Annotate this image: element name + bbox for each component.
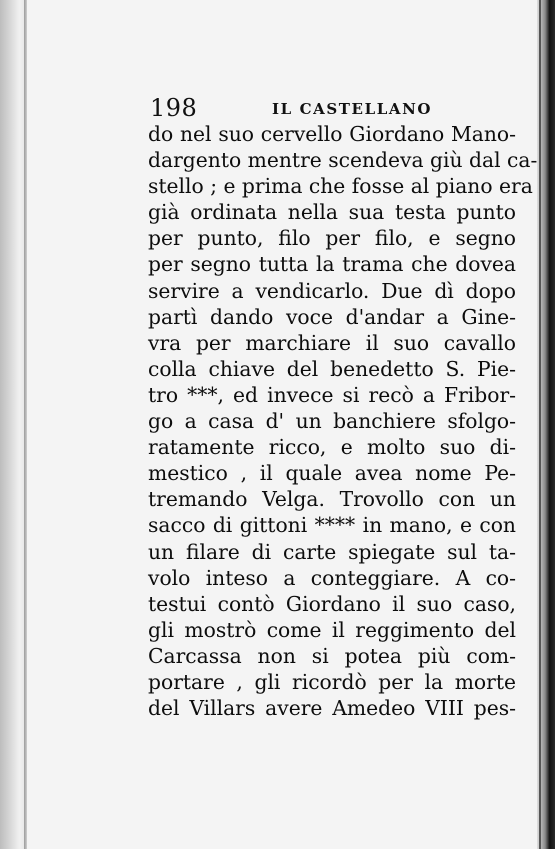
text-line: per punto, filo per filo, e segno: [148, 226, 516, 251]
text-line: gli mostrò come il reggimento del: [148, 617, 516, 642]
text-line: già ordinata nella sua testa punto: [148, 200, 516, 225]
text-line: Carcassa non si potea più com-: [148, 643, 516, 668]
running-head-title: IL CASTELLANO: [272, 100, 433, 118]
text-line: dargento mentre scendeva giù dal ca-: [148, 148, 538, 173]
text-line: tro ***, ed invece si recò a Fribor-: [148, 382, 516, 407]
fore-edge-line: [539, 0, 541, 849]
text-line: servire a vendicarlo. Due dì dopo: [148, 278, 516, 303]
text-line: volo inteso a conteggiare. A co-: [148, 565, 516, 590]
text-line: per segno tutta la trama che dovea: [148, 252, 516, 277]
text-line: un filare di carte spiegate sul ta-: [148, 539, 516, 564]
text-line: go a casa d' un banchiere sfolgo-: [148, 409, 516, 434]
text-line: tremando Velga. Trovollo con un: [148, 487, 516, 512]
text-line: sacco di gittoni **** in mano, e con: [148, 513, 516, 538]
text-line: mestico , il quale avea nome Pe-: [148, 461, 516, 486]
running-head: [150, 94, 520, 124]
text-line: portare , gli ricordò per la morte: [148, 669, 516, 694]
text-line: do nel suo cervello Giordano Mano-: [148, 122, 516, 146]
text-line: vra per marchiare il suo cavallo: [148, 330, 516, 355]
text-line: stello ; e prima che fosse al piano era: [148, 174, 533, 199]
text-line: del Villars avere Amedeo VIII pes-: [148, 696, 516, 721]
text-line: ratamente ricco, e molto suo di-: [148, 435, 516, 460]
text-line: colla chiave del benedetto S. Pie-: [148, 356, 516, 381]
page-number: 198: [150, 94, 198, 122]
text-line: testui contò Giordano il suo caso,: [148, 591, 516, 616]
body-text: [148, 121, 538, 721]
book-binding: [0, 0, 26, 849]
text-line: partì dando voce d'andar a Gine-: [148, 304, 516, 329]
